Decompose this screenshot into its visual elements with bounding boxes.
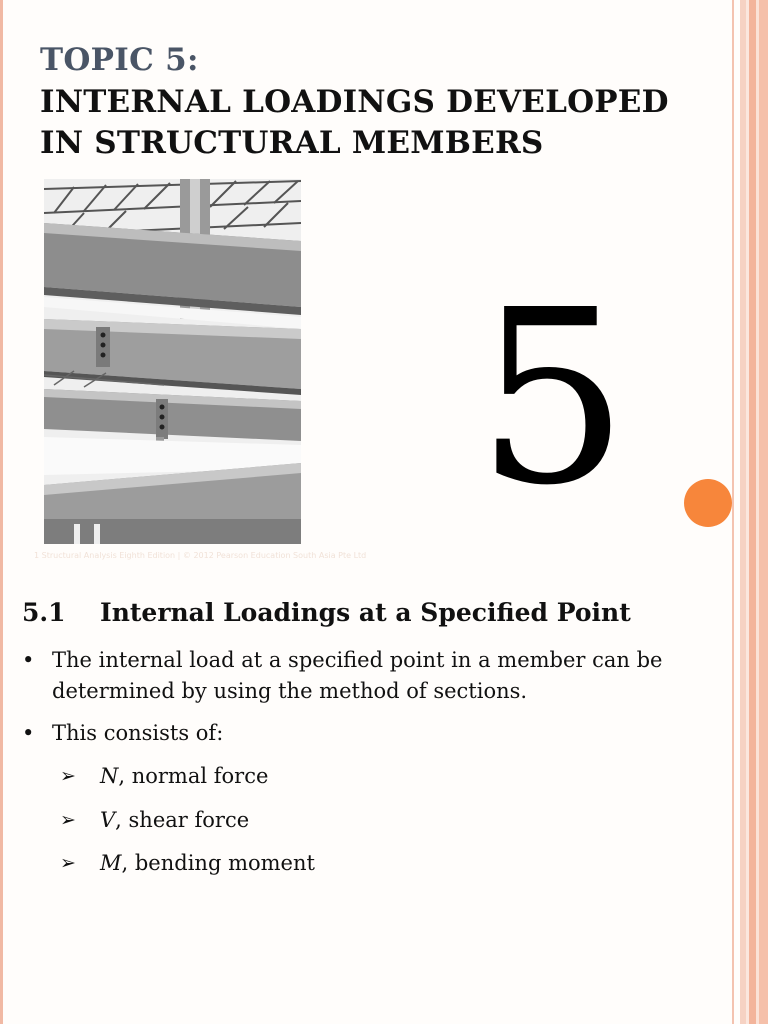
section-title: Internal Loadings at a Specified Point [100, 598, 631, 627]
force-description: , bending moment [121, 851, 315, 875]
slide-title-line-2: IN STRUCTURAL MEMBERS [40, 125, 544, 161]
sub-item-text [100, 805, 249, 836]
bullet-text [52, 645, 662, 707]
bullet-mark: • [22, 721, 35, 745]
slide-footer: 1 Structural Analysis Eighth Edition | © 2012 Pearson Education South Asia Pte Ltd [34, 551, 367, 560]
force-description: , shear force [115, 808, 250, 832]
bullet-mark: • [22, 648, 35, 672]
bullet-line: determined by using the method of sections. [52, 679, 528, 703]
force-description: , normal force [118, 764, 269, 788]
slide-left-border [0, 0, 3, 1024]
section-heading [22, 598, 631, 627]
force-symbol: N [100, 764, 119, 788]
slide-title-line-1: INTERNAL LOADINGS DEVELOPED [40, 84, 669, 120]
bullet-line: The internal load at a specified point in a member can be [52, 648, 663, 672]
sub-item-text [100, 761, 268, 792]
force-symbol: M [100, 851, 122, 875]
arrowhead-bullet-icon: ➢ [60, 765, 76, 787]
section-number: 5.1 [22, 598, 66, 627]
sub-item-text [100, 848, 315, 879]
topic-label: TOPIC 5: [40, 42, 199, 78]
accent-dot [684, 479, 732, 527]
arrowhead-bullet-icon: ➢ [60, 809, 76, 831]
steel-frame-photo [44, 179, 301, 544]
force-symbol: V [100, 808, 116, 832]
arrowhead-bullet-icon: ➢ [60, 852, 76, 874]
bullet-text: This consists of: [52, 721, 224, 745]
slide-right-border-line [732, 0, 734, 1024]
slide-right-border-band [740, 0, 768, 1024]
chapter-number: 5 [476, 258, 629, 538]
